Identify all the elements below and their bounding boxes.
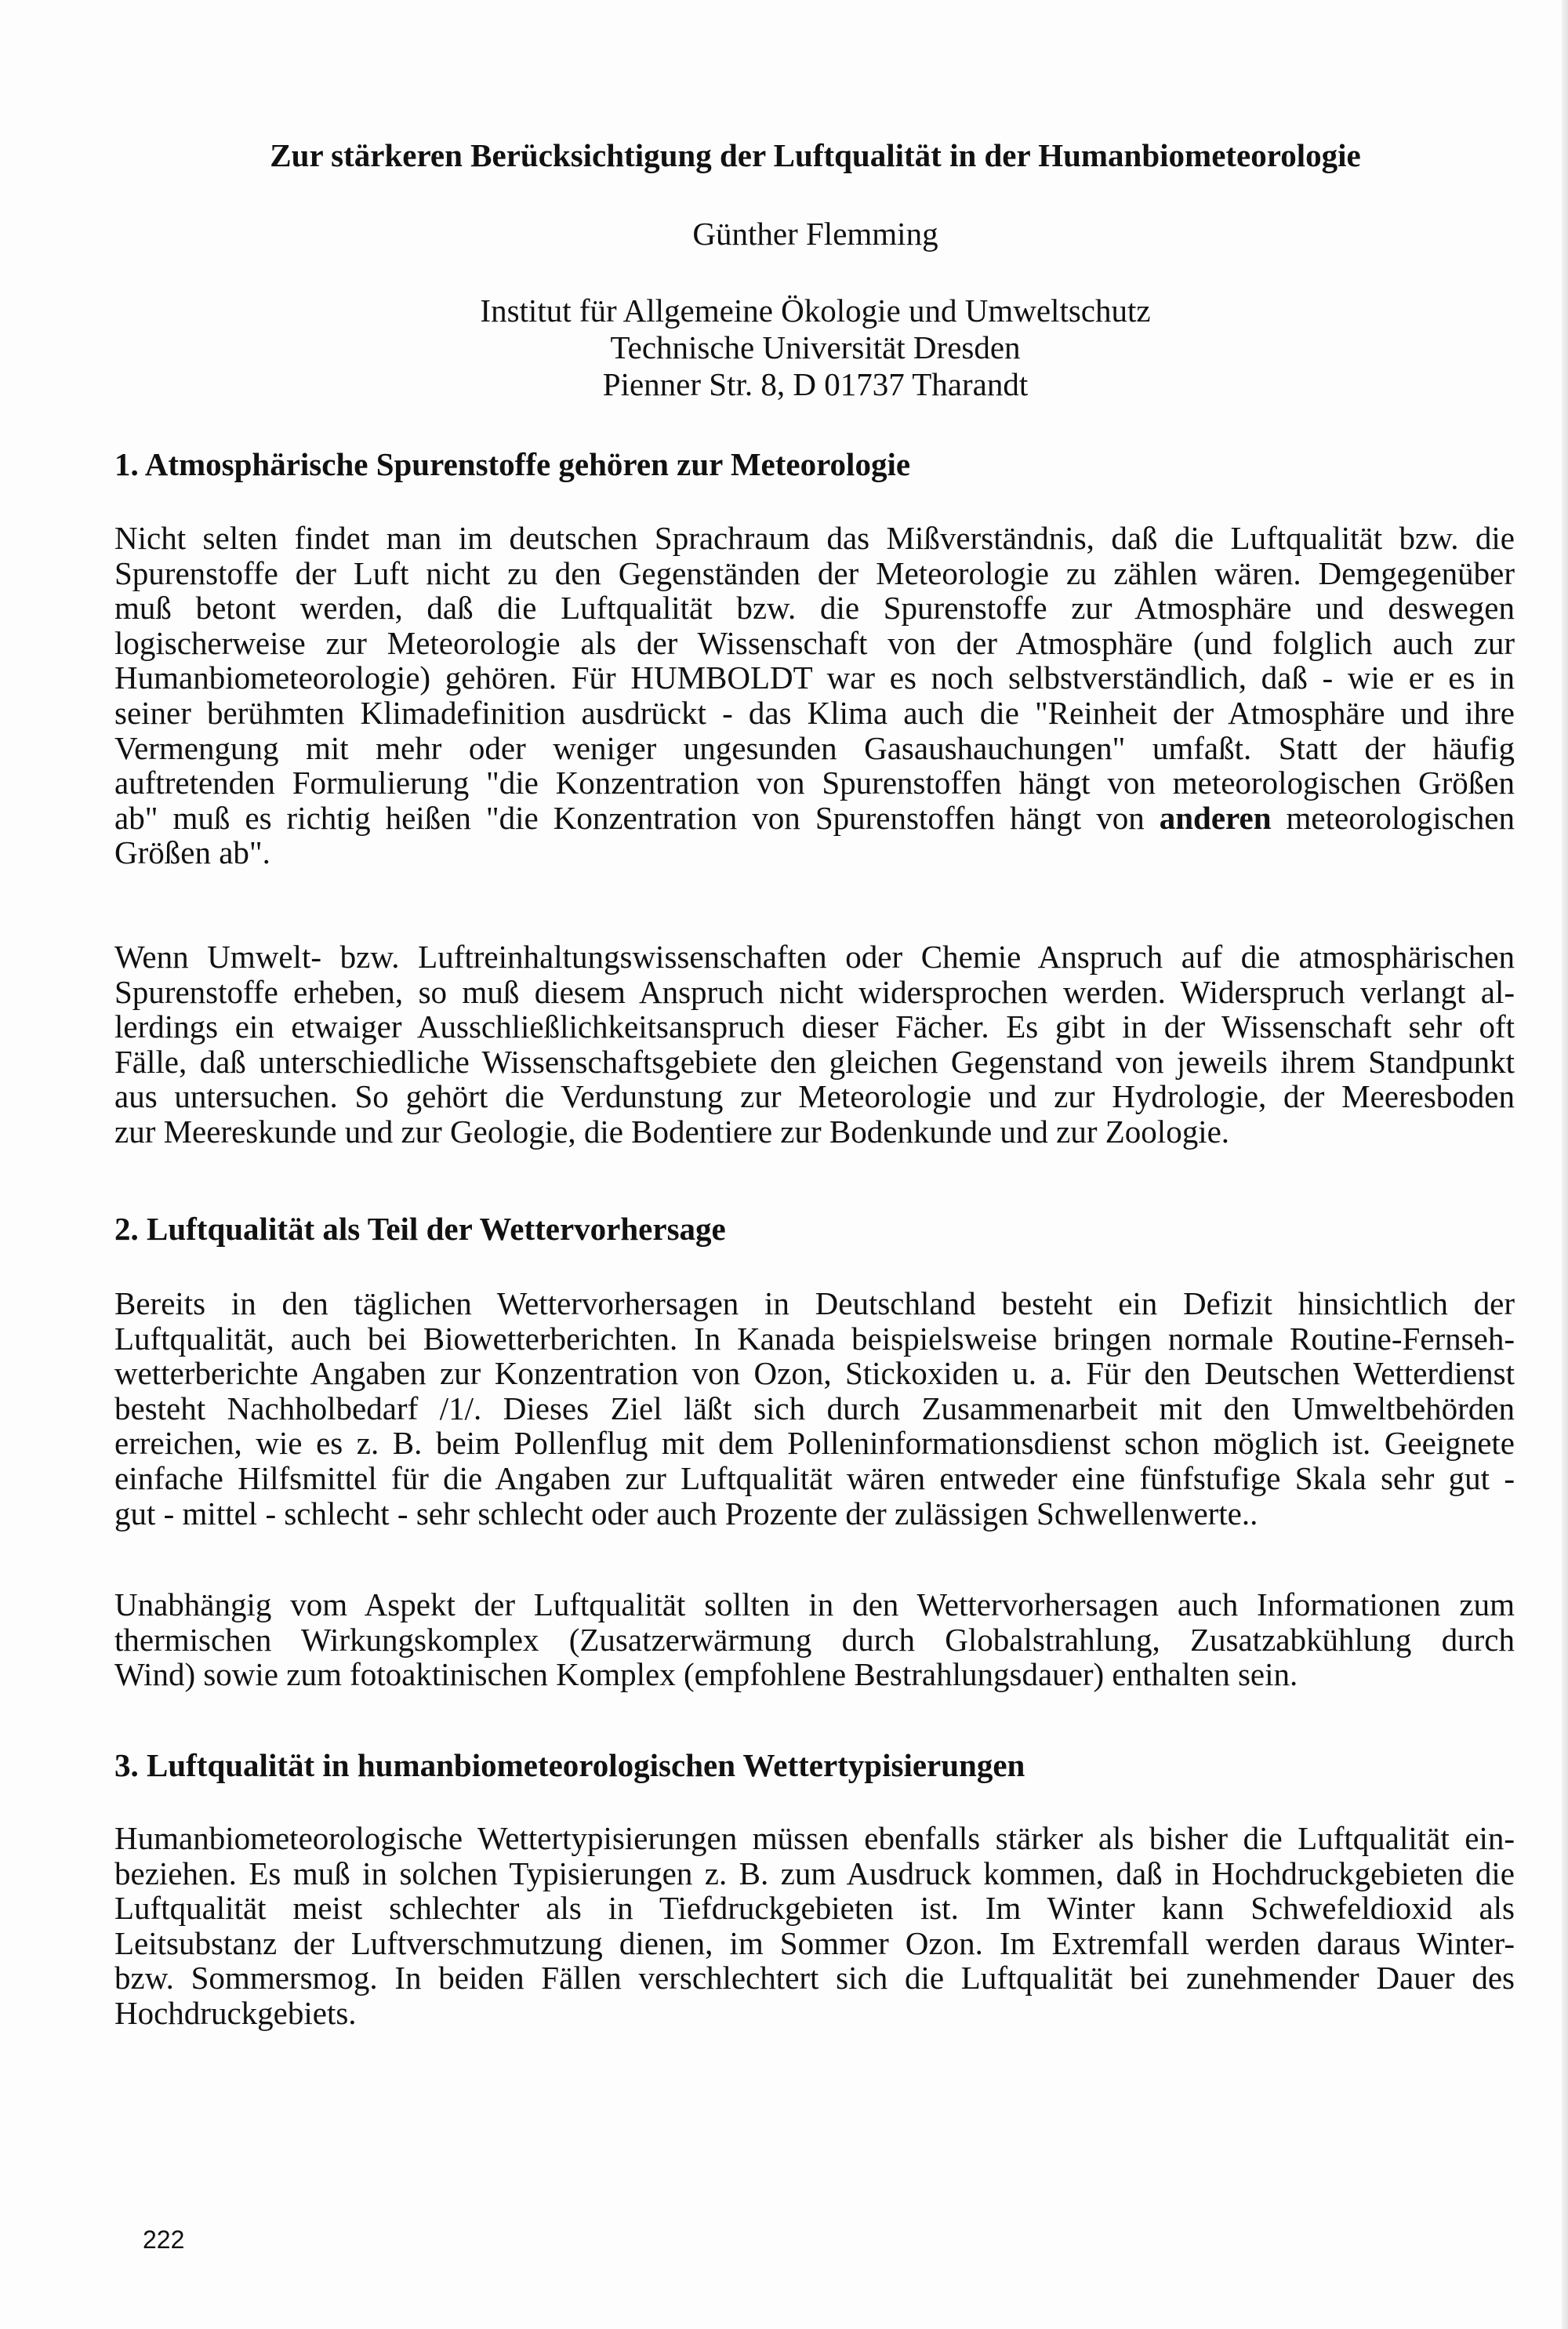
section-2-paragraph-1 [114, 1286, 1515, 1531]
text-line: Vermengung mit mehr oder weniger ungesunden Gasaushauchungen" umfaßt. Statt der häufig [114, 729, 1515, 766]
text-segment: ab" muß es richtig heißen "die Konzentration von Spurenstoffen hängt von [114, 799, 1160, 836]
text-line: Spurenstoffe der Luft nicht zu den Gegenständen der Meteorologie zu zählen wären. Demgegenüber [114, 554, 1515, 591]
affiliation-institute: Institut für Allgemeine Ökologie und Umweltschutz [480, 292, 1151, 329]
text-line: wetterberichte Angaben zur Konzentration von Ozon, Stickoxiden u. a. Für den Deutschen Wetterdienst [114, 1355, 1515, 1392]
text-line: Luftqualität meist schlechter als in Tiefdruckgebieten ist. Im Winter kann Schwefeldioxid als [114, 1890, 1515, 1927]
text-line: seiner berühmten Klimadefinition ausdrückt - das Klima auch die "Reinheit der Atmosphäre und ihre [114, 694, 1515, 731]
text-line: Wind) sowie zum fotoaktinischen Komplex (empfohlene Bestrahlungsdauer) enthalten sein. [114, 1656, 1298, 1693]
text-line: besteht Nachholbedarf /1/. Dieses Ziel läßt sich durch Zusammenarbeit mit den Umweltbehörden [114, 1390, 1515, 1426]
author-name: Günther Flemming [692, 216, 938, 252]
emphasized-word: anderen [1159, 799, 1272, 836]
section-2-heading: 2. Luftqualität als Teil der Wettervorhersage [114, 1211, 726, 1247]
text-line: Nicht selten findet man im deutschen Sprachraum das Mißverständnis, daß die Luftqualität bzw. die [114, 520, 1515, 556]
text-line: Luftqualität, auch bei Biowetterberichten. In Kanada beispielsweise bringen normale Routine-Fernseh- [114, 1320, 1515, 1357]
text-line: bzw. Sommersmog. In beiden Fällen verschlechtert sich die Luftqualität bei zunehmender Dauer des [114, 1960, 1515, 1997]
section-1-heading: 1. Atmosphärische Spurenstoffe gehören zur Meteorologie [114, 446, 911, 482]
text-line: gut - mittel - schlecht - sehr schlecht oder auch Prozente der zulässigen Schwellenwerte.. [114, 1495, 1258, 1531]
text-line: einfache Hilfsmittel für die Angaben zur Luftqualität wären entweder eine fünfstufige Skala sehr gut - [114, 1459, 1515, 1496]
text-line: Fälle, daß unterschiedliche Wissenschaftsgebiete den gleichen Gegenstand von jeweils ihrem Standpunkt [114, 1043, 1515, 1080]
section-1-paragraph-1 [114, 521, 1515, 870]
text-line: Wenn Umwelt- bzw. Luftreinhaltungswissenschaften oder Chemie Anspruch auf die atmosphärischen [114, 939, 1515, 975]
paper-title: Zur stärkeren Berücksichtigung der Luftqualität in der Humanbiometeorologie [270, 137, 1361, 173]
text-line: logischerweise zur Meteorologie als der Wissenschaft von der Atmosphäre (und folglich auch zur [114, 624, 1515, 661]
text-line: lerdings ein etwaiger Ausschließlichkeitsanspruch dieser Fächer. Es gibt in der Wissenschaft sehr oft [114, 1008, 1515, 1045]
text-line: aus untersuchen. So gehört die Verdunstung zur Meteorologie und zur Hydrologie, der Meeresboden [114, 1078, 1515, 1115]
text-line: auftretenden Formulierung "die Konzentration von Spurenstoffen hängt von meteorologischen Größen [114, 765, 1515, 801]
text-line: Spurenstoffe erheben, so muß diesem Anspruch nicht widersprochen werden. Widerspruch verlangt al- [114, 973, 1515, 1010]
section-3-heading: 3. Luftqualität in humanbiometeorologischen Wettertypisierungen [114, 1747, 1025, 1783]
text-line: Hochdruckgebiets. [114, 1994, 357, 2031]
affiliation-university: Technische Universität Dresden [610, 329, 1021, 365]
text-line: thermischen Wirkungskomplex (Zusatzerwärmung durch Globalstrahlung, Zusatzabkühlung durch [114, 1621, 1515, 1658]
affiliation-address: Pienner Str. 8, D 01737 Tharandt [602, 366, 1029, 402]
text-segment: meteorologischen [1271, 799, 1515, 836]
text-line: Größen ab". [114, 834, 270, 871]
text-line: Leitsubstanz der Luftverschmutzung dienen, im Sommer Ozon. Im Extremfall werden daraus Winter- [114, 1924, 1515, 1961]
scan-edge-shadow [1562, 0, 1568, 2329]
section-2-paragraph-2 [114, 1587, 1515, 1692]
text-line: beziehen. Es muß in solchen Typisierungen z. B. zum Ausdruck kommen, daß in Hochdruckgebieten die [114, 1855, 1515, 1891]
text-line: Bereits in den täglichen Wettervorhersagen in Deutschland besteht ein Defizit hinsichtlich der [114, 1285, 1515, 1321]
text-line: muß betont werden, daß die Luftqualität bzw. die Spurenstoffe zur Atmosphäre und deswegen [114, 590, 1515, 627]
text-line: Unabhängig vom Aspekt der Luftqualität sollten in den Wettervorhersagen auch Informationen zum [114, 1586, 1515, 1622]
section-1-paragraph-2 [114, 939, 1515, 1150]
text-line-with-emphasis [114, 801, 1515, 836]
text-line: erreichen, wie es z. B. beim Pollenflug mit dem Polleninformationsdienst schon möglich ist. Geeignete [114, 1425, 1515, 1462]
text-line: Humanbiometeorologische Wettertypisierungen müssen ebenfalls stärker als bisher die Luftqualität ein- [114, 1820, 1515, 1856]
text-line: Humanbiometeorologie) gehören. Für HUMBOLDT war es noch selbstverständlich, daß - wie er es in [114, 659, 1515, 696]
section-3-paragraph-1 [114, 1821, 1515, 2031]
page-number: 222 [143, 2225, 185, 2254]
text-line: zur Meereskunde und zur Geologie, die Bodentiere zur Bodenkunde und zur Zoologie. [114, 1113, 1230, 1150]
